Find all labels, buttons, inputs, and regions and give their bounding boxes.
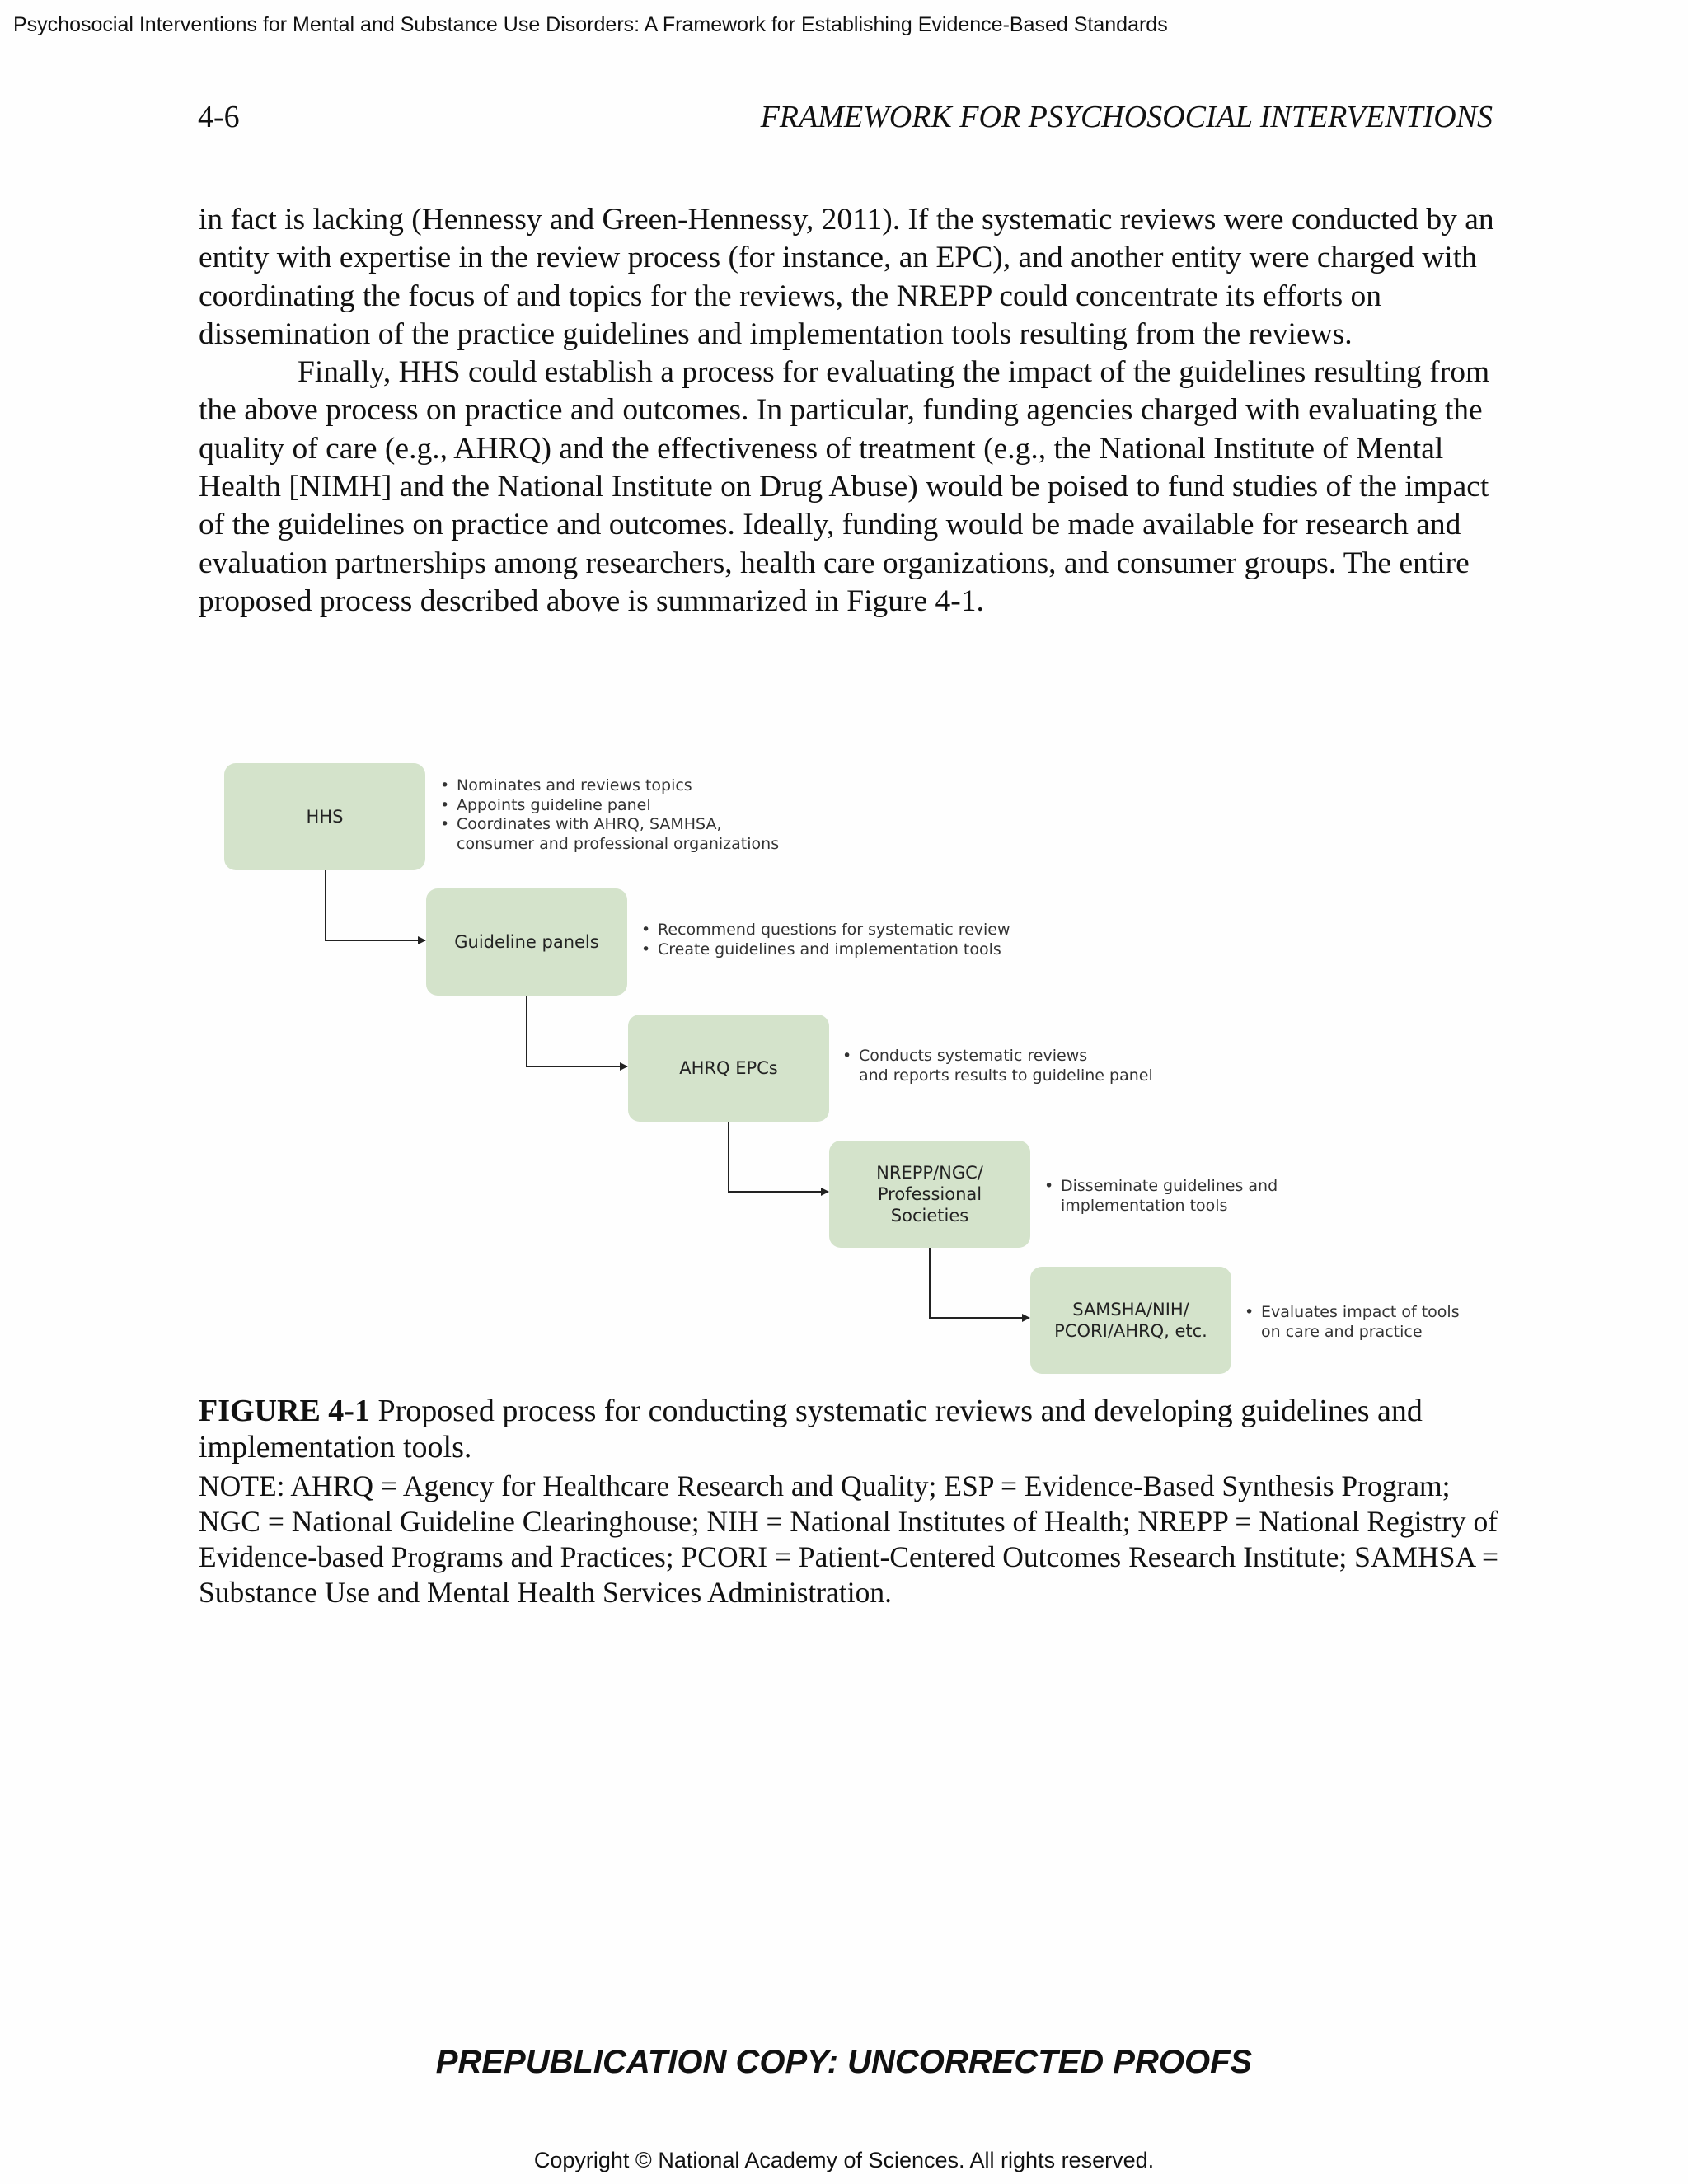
hhs-bullets [440,776,779,854]
connector-arrow-2 [527,996,627,1066]
guideline-bullet-1: • Recommend questions for systematic review [641,921,1010,940]
hhs-bullet-2: • Appoints guideline panel [440,796,779,816]
connector-arrow-4 [930,1248,1029,1318]
box-ahrq-epcs: AHRQ EPCs [628,1015,829,1122]
running-head: FRAMEWORK FOR PSYCHOSOCIAL INTERVENTIONS [760,100,1493,134]
nrepp-bullet-1: • Disseminate guidelines and implementation tools [1044,1177,1278,1216]
process-flow-diagram [224,762,1477,1376]
figure-caption [199,1393,1499,1465]
hhs-bullet-3: • Coordinates with AHRQ, SAMHSA, consumer and professional organizations [440,815,779,854]
hhs-bullet-1: • Nominates and reviews topics [440,776,779,796]
guideline-panels-bullets [641,921,1010,959]
paragraph-1: in fact is lacking (Hennessy and Green-Hennessy, 2011). If the systematic reviews were conducted by an entity with expertise in the review process (for instance, an EPC), and another entity were charged with coordinating the focus of and topics for the reviews, the NREPP could concentrate its efforts on dissemination of the practice guidelines and implementation tools resulting from the reviews. [199,203,1494,351]
body-text [199,201,1499,621]
figure-caption-text: Proposed process for conducting systematic reviews and developing guidelines and implementation tools. [199,1394,1423,1465]
guideline-bullet-2: • Create guidelines and implementation tools [641,940,1010,960]
box-samsha-nih: SAMSHA/NIH/ PCORI/AHRQ, etc. [1030,1267,1231,1374]
box-nrepp-ngc: NREPP/NGC/ Professional Societies [829,1141,1030,1248]
page-number: 4-6 [198,100,240,134]
report-title-header: Psychosocial Interventions for Mental and Substance Use Disorders: A Framework for Establishing Evidence-Based Standards [13,13,1168,36]
ahrq-bullet-1: • Conducts systematic reviews and reports results to guideline panel [842,1047,1153,1085]
nrepp-bullets [1044,1177,1278,1216]
prepublication-notice: PREPUBLICATION COPY: UNCORRECTED PROOFS [435,2044,1253,2080]
connector-arrow-1 [326,870,425,940]
figure-note: NOTE: AHRQ = Agency for Healthcare Research and Quality; ESP = Evidence-Based Synthesis Program; NGC = National Guideline Clearinghouse; NIH = National Institutes of Health; NREPP = National Registry of Evidence-based Programs and Practices; PCORI = Patient-Centered Outcomes Research Institute; SAMHSA = Substance Use and Mental Health Services Administration. [199,1469,1499,1609]
paragraph-2: Finally, HHS could establish a process for evaluating the impact of the guidelines resulting from the above process on practice and outcomes. In particular, funding agencies charged with evaluating the quality of care (e.g., AHRQ) and the effectiveness of treatment (e.g., the National Institute of Mental Health [NIMH] and the National Institute on Drug Abuse) would be poised to fund studies of the impact of the guidelines on practice and outcomes. Ideally, funding would be made available for research and evaluation partnerships among researchers, health care organizations, and consumer groups. The entire proposed process described above is summarized in Figure 4-1. [199,355,1490,618]
samsha-bullet-1: • Evaluates impact of tools on care and practice [1245,1303,1460,1342]
box-hhs: HHS [224,763,425,870]
connector-arrow-3 [729,1122,828,1192]
copyright-notice: Copyright © National Academy of Sciences. All rights reserved. [533,2148,1155,2172]
ahrq-epcs-bullets [842,1047,1153,1085]
figure-label: FIGURE 4-1 [199,1394,370,1428]
samsha-bullets [1245,1303,1460,1342]
box-guideline-panels: Guideline panels [426,888,627,996]
